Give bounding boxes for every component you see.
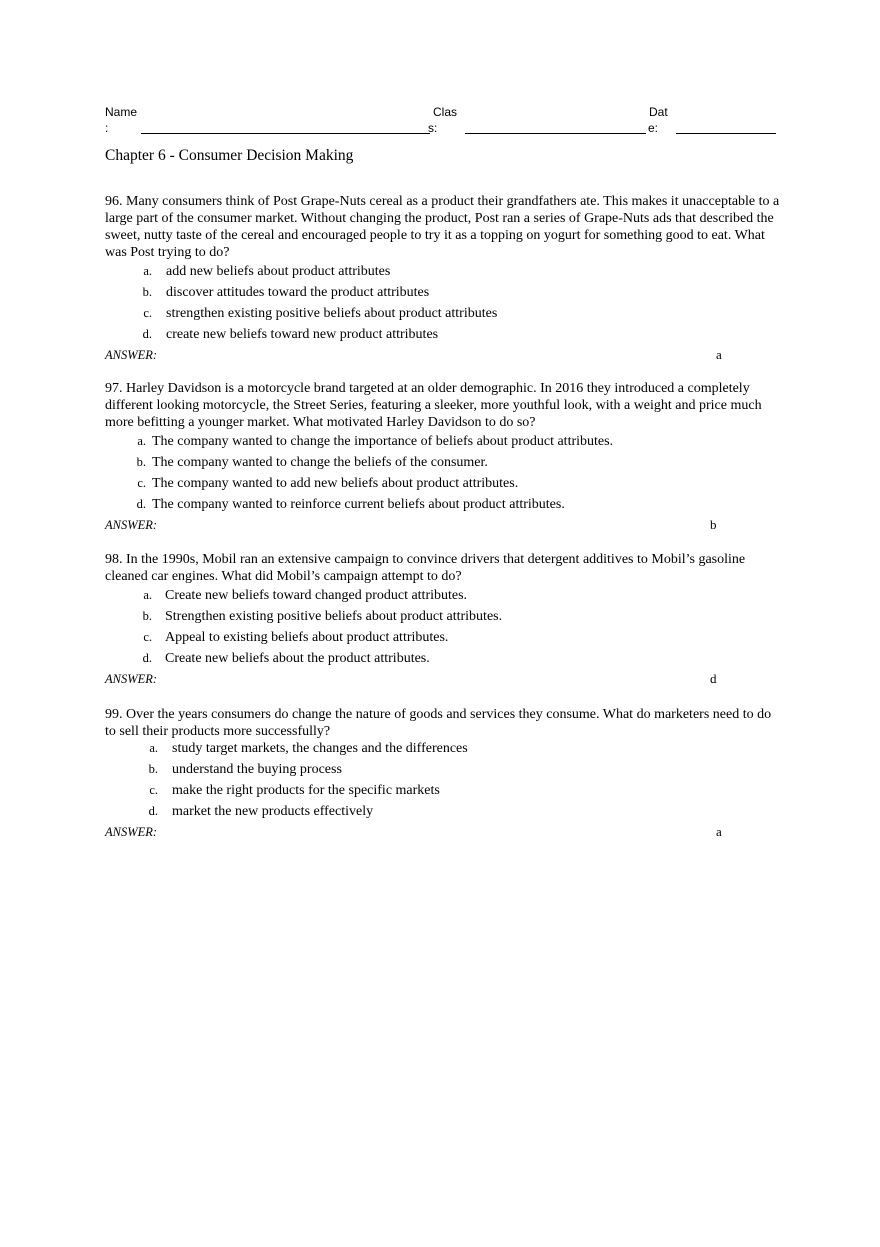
option-letter: d. bbox=[142, 651, 152, 665]
question-96 bbox=[105, 193, 780, 365]
class-label: Clas bbox=[433, 105, 458, 119]
chapter-title: Chapter 6 - Consumer Decision Making bbox=[105, 147, 354, 164]
option-d bbox=[105, 648, 780, 669]
option-a bbox=[105, 585, 780, 606]
option-b bbox=[105, 282, 780, 303]
option-text: The company wanted to change the beliefs of the consumer. bbox=[152, 455, 488, 470]
name-label: Name bbox=[105, 105, 138, 119]
option-letter: b. bbox=[136, 455, 146, 469]
option-text: make the right products for the specific markets bbox=[172, 783, 440, 798]
date-field[interactable] bbox=[676, 133, 776, 134]
option-text: understand the buying process bbox=[172, 762, 342, 777]
option-letter: c. bbox=[149, 783, 158, 797]
option-text: Create new beliefs about the product attributes. bbox=[165, 651, 430, 666]
question-stem: 96. Many consumers think of Post Grape-Nuts cereal as a product their grandfathers ate. This makes it unacceptable to a large part of the consumer market. Without changing the product, Post ran a series of Grape-Nuts ads that described the sweet, nutty taste of the cereal and encouraged people to try it as a topping on yogurt for something good to eat. What was Post trying to do? bbox=[105, 194, 780, 260]
option-text: create new beliefs toward new product attributes bbox=[166, 327, 439, 342]
option-letter: a. bbox=[149, 741, 158, 755]
answer-label: ANSWER: bbox=[105, 825, 158, 839]
option-b bbox=[105, 606, 780, 627]
answer-label: ANSWER: bbox=[105, 348, 158, 362]
question-99 bbox=[105, 706, 780, 842]
date-label: Dat bbox=[649, 105, 668, 119]
option-a bbox=[105, 738, 780, 759]
answer-row bbox=[105, 822, 780, 842]
option-letter: c. bbox=[143, 630, 152, 644]
option-text: strengthen existing positive beliefs about product attributes bbox=[166, 306, 498, 321]
date-colon: e: bbox=[648, 121, 659, 135]
answer-row bbox=[105, 515, 780, 535]
option-d bbox=[105, 494, 780, 515]
option-text: The company wanted to change the importance of beliefs about product attributes. bbox=[152, 434, 614, 449]
answer-value: a bbox=[716, 347, 722, 362]
question-stem: 97. Harley Davidson is a motorcycle brand targeted at an older demographic. In 2016 they introduced a completely different looking motorcycle, the Street Series, featuring a sleeker, more youthful look, with a weight and price much more befitting a younger market. What motivated Harley Davidson to do so? bbox=[105, 381, 762, 430]
option-text: The company wanted to add new beliefs about product attributes. bbox=[152, 476, 519, 491]
option-letter: d. bbox=[142, 327, 152, 341]
answer-value: d bbox=[710, 671, 717, 686]
answer-label: ANSWER: bbox=[105, 518, 158, 532]
option-b bbox=[105, 759, 780, 780]
option-letter: a. bbox=[143, 264, 152, 278]
option-letter: c. bbox=[137, 476, 146, 490]
option-letter: d. bbox=[148, 804, 158, 818]
answer-row bbox=[105, 669, 780, 689]
answer-value: b bbox=[710, 517, 717, 532]
option-letter: b. bbox=[142, 609, 152, 623]
question-stem: 98. In the 1990s, Mobil ran an extensive campaign to convince drivers that detergent additives to Mobil’s gasoline cleaned car engines. What did Mobil’s campaign attempt to do? bbox=[105, 552, 746, 584]
class-colon: s: bbox=[428, 121, 438, 135]
option-text: The company wanted to reinforce current beliefs about product attributes. bbox=[152, 497, 565, 512]
question-98 bbox=[105, 551, 780, 689]
option-letter: c. bbox=[143, 306, 152, 320]
option-d bbox=[105, 324, 780, 345]
option-letter: b. bbox=[142, 285, 152, 299]
question-97 bbox=[105, 380, 780, 535]
option-text: discover attitudes toward the product attributes bbox=[166, 285, 430, 300]
option-text: Strengthen existing positive beliefs about product attributes. bbox=[165, 609, 503, 624]
option-b bbox=[105, 452, 780, 473]
option-c bbox=[105, 473, 780, 494]
option-letter: a. bbox=[137, 434, 146, 448]
option-text: add new beliefs about product attributes bbox=[166, 264, 391, 279]
answer-value: a bbox=[716, 824, 722, 839]
name-field[interactable] bbox=[141, 133, 430, 134]
answer-row bbox=[105, 345, 780, 365]
option-text: Create new beliefs toward changed product attributes. bbox=[165, 588, 468, 603]
option-a bbox=[105, 261, 780, 282]
option-a bbox=[105, 431, 780, 452]
class-field[interactable] bbox=[465, 133, 646, 134]
option-text: Appeal to existing beliefs about product attributes. bbox=[165, 630, 449, 645]
option-text: study target markets, the changes and the differences bbox=[172, 741, 468, 756]
name-colon: : bbox=[105, 121, 109, 135]
option-d bbox=[105, 801, 780, 822]
option-letter: d. bbox=[136, 497, 146, 511]
option-c bbox=[105, 303, 780, 324]
question-stem: 99. Over the years consumers do change the nature of goods and services they consume. What do marketers need to do to sell their products more successfully? bbox=[105, 707, 772, 739]
option-c bbox=[105, 627, 780, 648]
option-letter: b. bbox=[148, 762, 158, 776]
answer-label: ANSWER: bbox=[105, 672, 158, 686]
option-text: market the new products effectively bbox=[172, 804, 374, 819]
option-letter: a. bbox=[143, 588, 152, 602]
option-c bbox=[105, 780, 780, 801]
